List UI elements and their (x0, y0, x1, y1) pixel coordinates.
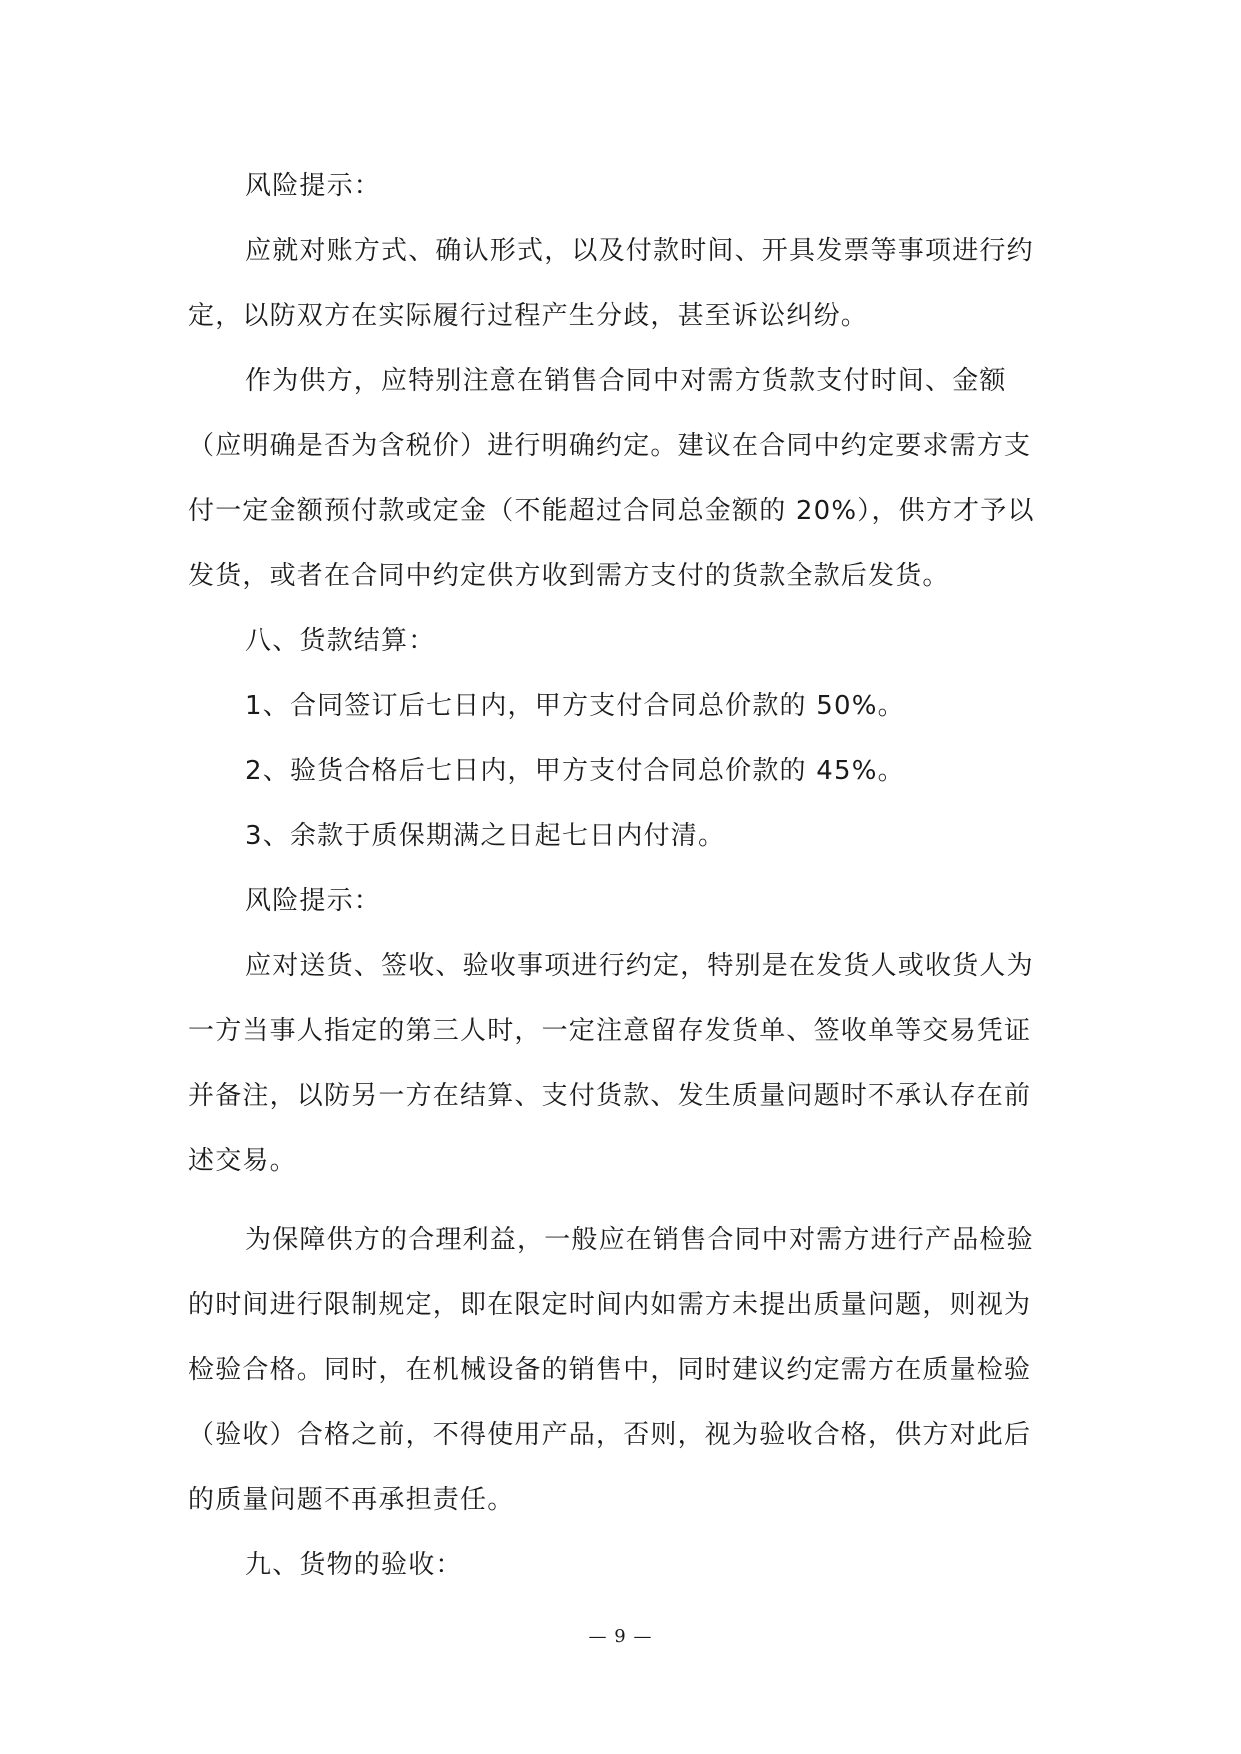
section-heading-payment-settlement: 八、货款结算： (245, 626, 436, 656)
payment-term-1: 1、合同签订后七日内，甲方支付合同总价款的 50%。 (245, 691, 905, 721)
page-number: — 9 — (588, 1626, 653, 1647)
payment-term-2: 2、验货合格后七日内，甲方支付合同总价款的 45%。 (245, 756, 905, 786)
risk-notice-heading: 风险提示： (245, 171, 382, 201)
risk-notice-heading-2: 风险提示： (245, 886, 382, 916)
section-heading-goods-acceptance: 九、货物的验收： (245, 1550, 463, 1580)
paragraph-delivery-receipt: 应对送货、签收、验收事项进行约定，特别是在发货人或收货人为一方当事人指定的第三人时，一定注意留存发货单、签收单等交易凭证并备注，以防另一方在结算、支付货款、发生质量问题时不承认存在前述交易。 (188, 951, 1034, 1176)
paragraph-reconciliation: 应就对账方式、确认形式，以及付款时间、开具发票等事项进行约定，以防双方在实际履行过程产生分歧，甚至诉讼纠纷。 (188, 236, 1034, 331)
document-body (188, 154, 1058, 1598)
payment-term-3: 3、余款于质保期满之日起七日内付清。 (245, 821, 726, 851)
paragraph-inspection-limits: 为保障供方的合理利益，一般应在销售合同中对需方进行产品检验的时间进行限制规定，即在限定时间内如需方未提出质量问题，则视为检验合格。同时，在机械设备的销售中，同时建议约定需方在质量检验（验收）合格之前，不得使用产品，否则，视为验收合格，供方对此后的质量问题不再承担责任。 (188, 1225, 1034, 1515)
paragraph-supplier-payment: 作为供方，应特别注意在销售合同中对需方货款支付时间、金额（应明确是否为含税价）进行明确约定。建议在合同中约定要求需方支付一定金额预付款或定金（不能超过合同总金额的 20%），供方才予以发货，或者在合同中约定供方收到需方支付的货款全款后发货。 (188, 366, 1035, 591)
